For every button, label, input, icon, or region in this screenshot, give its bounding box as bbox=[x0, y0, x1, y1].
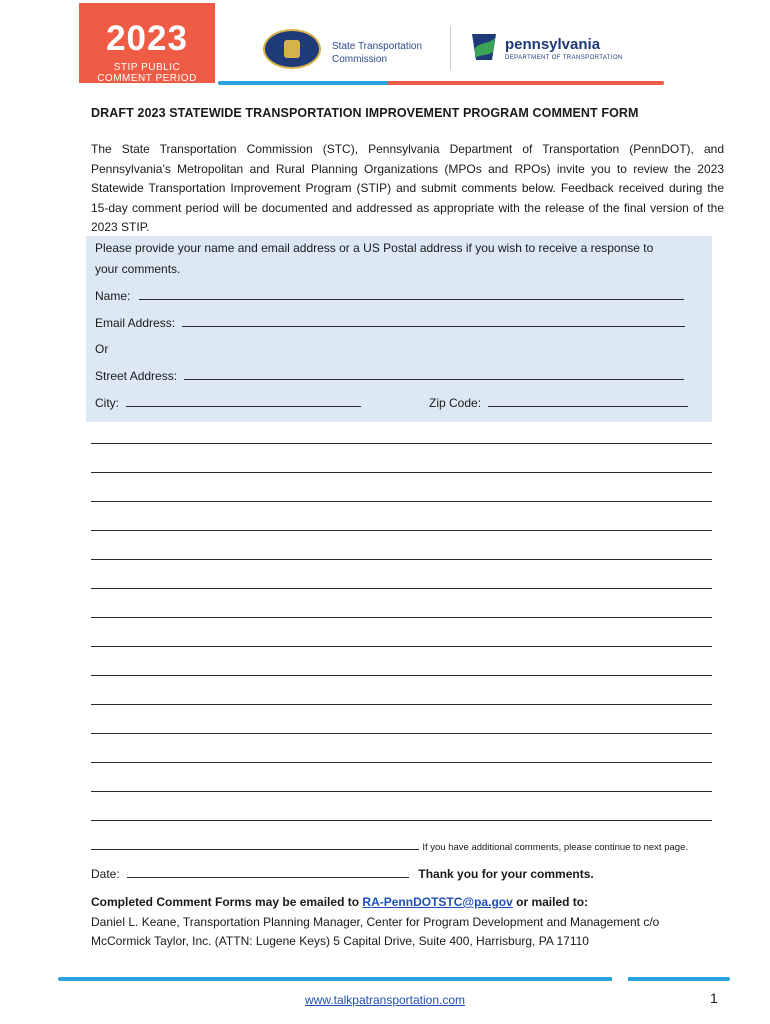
city-input-line[interactable] bbox=[126, 395, 361, 407]
date-label: Date: bbox=[91, 867, 120, 881]
pa-name: pennsylvania bbox=[505, 36, 601, 53]
submit-lead: Completed Comment Forms may be emailed to bbox=[91, 895, 360, 909]
date-input-line[interactable] bbox=[127, 866, 409, 878]
comment-line[interactable] bbox=[91, 733, 712, 734]
contact-instruction-1: Please provide your name and email address or a US Postal address if you wish to receive a response to bbox=[95, 241, 654, 255]
comment-line[interactable] bbox=[91, 646, 712, 647]
continue-note: If you have additional comments, please continue to next page. bbox=[422, 842, 688, 853]
comment-line[interactable] bbox=[91, 530, 712, 531]
comment-line[interactable] bbox=[91, 472, 712, 473]
contact-info-box bbox=[86, 236, 712, 422]
submit-or-mailed: or mailed to: bbox=[516, 895, 589, 909]
email-field[interactable] bbox=[95, 315, 685, 330]
email-label: Email Address: bbox=[95, 316, 176, 330]
name-field[interactable] bbox=[95, 288, 687, 303]
logo-subtitle-1: STIP PUBLIC bbox=[113, 62, 181, 73]
footer-rule bbox=[58, 977, 730, 981]
last-comment-row[interactable] bbox=[91, 838, 688, 853]
state-seal-icon bbox=[263, 29, 321, 69]
zip-field[interactable] bbox=[429, 395, 688, 410]
city-label: City: bbox=[95, 396, 119, 410]
comment-line[interactable] bbox=[91, 501, 712, 502]
submit-email-link[interactable]: RA-PennDOTSTC@pa.gov bbox=[362, 895, 513, 909]
stc-logo-text bbox=[332, 40, 422, 66]
comment-line[interactable] bbox=[91, 617, 712, 618]
contact-instruction-2: your comments. bbox=[95, 262, 181, 276]
logo-subtitle-2: COMMENT PERIOD bbox=[97, 73, 197, 84]
comment-line[interactable] bbox=[91, 791, 712, 792]
date-field[interactable] bbox=[91, 866, 594, 881]
mailing-address bbox=[91, 913, 724, 951]
address-line-1: Daniel L. Keane, Transportation Planning Manager, Center for Program Development and Management c/o bbox=[91, 915, 660, 929]
email-input-line[interactable] bbox=[182, 315, 685, 327]
intro-paragraph: The State Transportation Commission (STC), Pennsylvania Department of Transportation (PennDOT), and Pennsylvania’s Metropolitan and Rural Planning Organizations (MPOs and RPOs) invite you to review the 2023 Statewide Transportation Improvement Program (STIP) and submit comments below. Feedback received during the 15-day comment period will be documented and addressed as appropriate with the release of the final version of the 2023 STIP. bbox=[91, 142, 724, 234]
street-label: Street Address: bbox=[95, 369, 178, 383]
keystone-icon bbox=[469, 32, 499, 62]
page-number: 1 bbox=[710, 990, 718, 1006]
zip-input-line[interactable] bbox=[488, 395, 688, 407]
penndot-logo-text bbox=[505, 37, 623, 61]
footer-rule-accent bbox=[612, 977, 628, 981]
or-label: Or bbox=[95, 342, 109, 356]
header-rule-accent bbox=[218, 81, 388, 85]
comment-line[interactable] bbox=[91, 838, 419, 850]
submit-instructions bbox=[91, 895, 588, 909]
logo-year: 2023 bbox=[106, 19, 188, 58]
logo-divider bbox=[450, 26, 451, 70]
city-field[interactable] bbox=[95, 395, 361, 410]
stc-line-1: State Transportation bbox=[332, 41, 423, 52]
form-title: DRAFT 2023 STATEWIDE TRANSPORTATION IMPROVEMENT PROGRAM COMMENT FORM bbox=[91, 106, 639, 120]
comment-line[interactable] bbox=[91, 588, 712, 589]
footer-website-link[interactable]: www.talkpatransportation.com bbox=[304, 993, 466, 1007]
comment-line[interactable] bbox=[91, 559, 712, 560]
address-line-2: McCormick Taylor, Inc. (ATTN: Lugene Keys) 5 Capital Drive, Suite 400, Harrisburg, PA 17110 bbox=[91, 934, 589, 948]
street-input-line[interactable] bbox=[184, 368, 684, 380]
stc-line-2: Commission bbox=[332, 54, 388, 65]
zip-label: Zip Code: bbox=[429, 396, 482, 410]
comment-line[interactable] bbox=[91, 762, 712, 763]
comment-line[interactable] bbox=[91, 820, 712, 821]
comment-line[interactable] bbox=[91, 675, 712, 676]
comment-line[interactable] bbox=[91, 704, 712, 705]
name-label: Name: bbox=[95, 289, 131, 303]
stip-2023-logo bbox=[79, 3, 215, 83]
thank-you-text: Thank you for your comments. bbox=[418, 867, 594, 881]
comment-line[interactable] bbox=[91, 443, 712, 444]
street-field[interactable] bbox=[95, 368, 684, 383]
pa-dept: DEPARTMENT OF TRANSPORTATION bbox=[505, 55, 623, 61]
name-input-line[interactable] bbox=[139, 288, 684, 300]
